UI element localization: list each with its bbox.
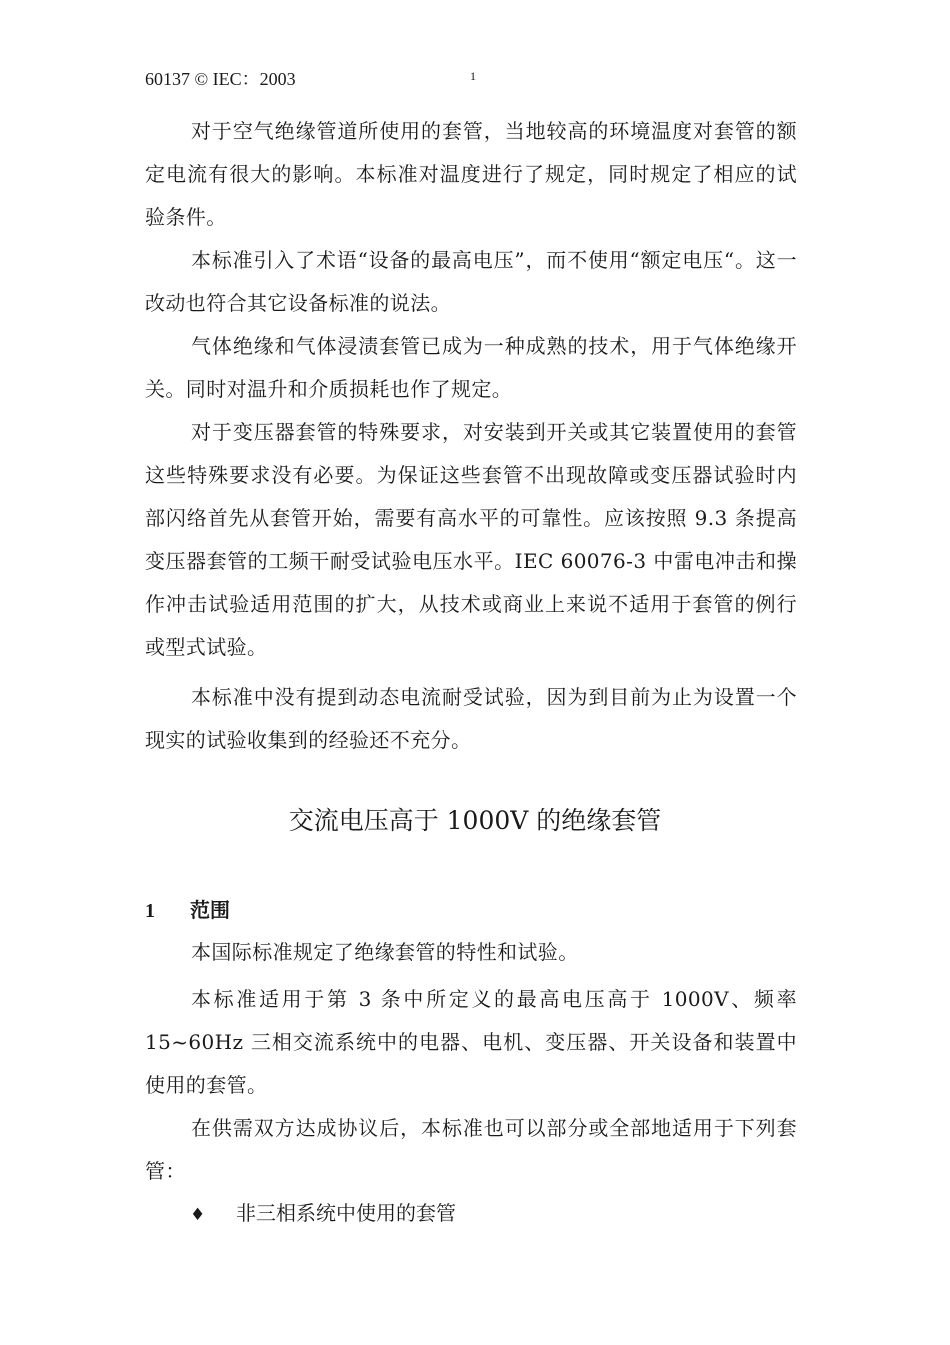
section-number: 1 — [145, 900, 155, 922]
intro-paragraph: 对于空气绝缘管道所使用的套管，当地较高的环境温度对套管的额定电流有很大的影响。本标准对温度进行了规定，同时规定了相应的试验条件。 — [145, 119, 797, 229]
section-heading — [145, 892, 230, 929]
intro-paragraph: 气体绝缘和气体浸渍套管已成为一种成熟的技术，用于气体绝缘开关。同时对温升和介质损耗也作了规定。 — [145, 334, 797, 401]
list-item — [190, 1194, 456, 1234]
diamond-bullet-icon: ♦ — [190, 1205, 206, 1225]
intro-paragraph: 本标准引入了术语“设备的最高电压”，而不使用“额定电压“。这一改动也符合其它设备标准的说法。 — [145, 248, 797, 315]
scope-paragraph: 在供需双方达成协议后，本标准也可以部分或全部地适用于下列套管： — [145, 1116, 797, 1183]
page-number: 1 — [470, 69, 476, 83]
list-item-text: 非三相系统中使用的套管 — [236, 1201, 456, 1225]
intro-paragraph: 本标准中没有提到动态电流耐受试验，因为到目前为止为设置一个现实的试验收集到的经验还不充分。 — [145, 685, 797, 752]
scope-paragraph: 本标准适用于第 3 条中所定义的最高电压高于 1000V、频率 15~60Hz 三相交流系统中的电器、电机、变压器、开关设备和装置中使用的套管。 — [145, 987, 797, 1097]
intro-paragraph: 对于变压器套管的特殊要求，对安装到开关或其它装置使用的套管这些特殊要求没有必要。为保证这些套管不出现故障或变压器试验时内部闪络首先从套管开始，需要有高水平的可靠性。应该按照 9.3 条提高变压器套管的工频干耐受试验电压水平。IEC 60076-3 中雷电冲击和操作冲击试验适用范围的扩大，从技术或商业上来说不适用于套管的例行或型式试验。 — [145, 420, 797, 659]
scope-paragraph: 本国际标准规定了绝缘套管的特性和试验。 — [191, 940, 579, 964]
section-title: 范围 — [190, 898, 230, 922]
standard-reference: 60137 © IEC：2003 — [145, 69, 296, 89]
document-title: 交流电压高于 1000V 的绝缘套管 — [288, 806, 662, 835]
